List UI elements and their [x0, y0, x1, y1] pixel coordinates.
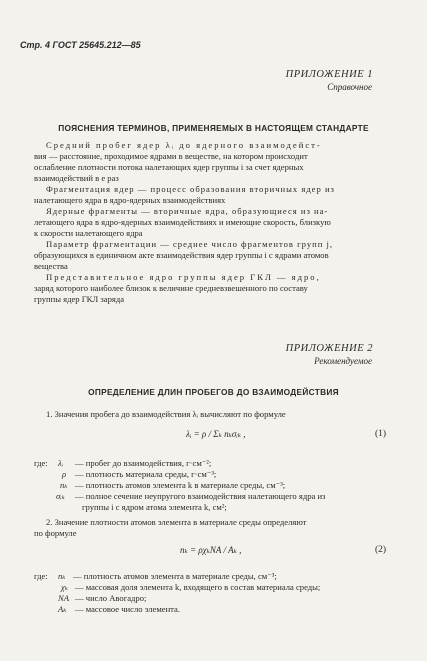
definition-symbol: nₖ — [60, 480, 68, 490]
text-line: образующихся в единичном акте взаимодействия ядер группы i с ядрами атомов — [34, 250, 329, 260]
paragraph-1: 1. Значения пробега до взаимодействия λᵢ вычисляют по формуле — [46, 409, 286, 419]
equation-number-1: (1) — [375, 429, 387, 439]
where-prefix: где: — [34, 571, 48, 581]
formula-2: nₖ = ρχₖNA / Aₖ , — [180, 545, 242, 555]
definition-text: — плотность атомов элемента в материале среды, см⁻³; — [73, 571, 277, 581]
paragraph-2: 2. Значение плотности атомов элемента в материале среды определяют — [46, 517, 307, 527]
text-line: заряд которого наиболее близок к величине средневзвешенного по составу — [34, 283, 308, 293]
appendix2-heading: ОПРЕДЕЛЕНИЕ ДЛИН ПРОБЕГОВ ДО ВЗАИМОДЕЙСТВИЯ — [88, 387, 339, 397]
definition-symbol: nₖ — [58, 571, 66, 581]
text-line: Фрагментация ядер — процесс образования вторичных ядер из — [46, 184, 335, 194]
paragraph-2-cont: по формуле — [34, 528, 77, 538]
definition-symbol: Aₖ — [58, 604, 67, 614]
definition-symbol: ρ — [62, 469, 67, 479]
definition-text: — плотность материала среды, г·см⁻³; — [75, 469, 217, 479]
appendix1-subtitle: Справочное — [327, 82, 372, 92]
definition-symbol: NA — [58, 593, 69, 603]
definition-symbol: λᵢ — [58, 458, 64, 468]
text-line: к скорости налетающего ядра — [34, 228, 143, 238]
formula-1: λᵢ = ρ / Σₖ nₖσᵢₖ , — [186, 429, 246, 439]
text-line: вия — расстояние, проходимое ядрами в веществе, на котором происходит — [34, 151, 308, 161]
text-line: Средний пробег ядер λᵢ до ядерного взаимодейст- — [46, 140, 322, 150]
page-header: Стр. 4 ГОСТ 25645.212—85 — [20, 40, 141, 50]
where-prefix: где: — [34, 458, 48, 468]
text-line: летающего ядра в ядро-ядерных взаимодействиях и имеющие скорость, близкую — [34, 217, 331, 227]
appendix1-heading: ПОЯСНЕНИЯ ТЕРМИНОВ, ПРИМЕНЯЕМЫХ В НАСТОЯЩЕМ СТАНДАРТЕ — [58, 123, 369, 133]
text-line: группы ядер ГКЛ заряда — [34, 294, 125, 304]
text-line: налетающего ядра в ядро-ядерных взаимодействиях — [34, 195, 226, 205]
definition-text: — пробег до взаимодействия, г·см⁻²; — [75, 458, 212, 468]
definition-symbol: χₖ — [61, 582, 68, 592]
definition-text: группы i с ядром атома элемента k, см²; — [82, 502, 227, 512]
equation-number-2: (2) — [375, 545, 387, 555]
definition-symbol: σᵢₖ — [56, 491, 65, 501]
text-line: Параметр фрагментации — среднее число фрагментов групп j, — [46, 239, 334, 249]
definition-text: — число Авогадро; — [75, 593, 147, 603]
text-line: ослабление плотности потока налетающих ядер группы i за счет ядерных — [34, 162, 304, 172]
definition-text: — полное сечение неупругого взаимодействия налетающего ядра из — [75, 491, 326, 501]
appendix2-title: ПРИЛОЖЕНИЕ 2 — [285, 343, 373, 354]
definition-text: — массовое число элемента. — [75, 604, 181, 614]
text-line: Представительное ядро группы ядер ГКЛ — ядро, — [46, 272, 321, 282]
definition-text: — плотность атомов элемента k в материале среды, см⁻³; — [75, 480, 286, 490]
text-line: вещества — [34, 261, 68, 271]
definition-text: — массовая доля элемента k, входящего в состав материала среды; — [75, 582, 321, 592]
text-line: Ядерные фрагменты — вторичные ядра, образующиеся из на- — [46, 206, 329, 216]
text-line: взаимодействий в e раз — [34, 173, 119, 183]
appendix2-subtitle: Рекомендуемое — [314, 356, 372, 366]
appendix1-title: ПРИЛОЖЕНИЕ 1 — [285, 69, 373, 80]
